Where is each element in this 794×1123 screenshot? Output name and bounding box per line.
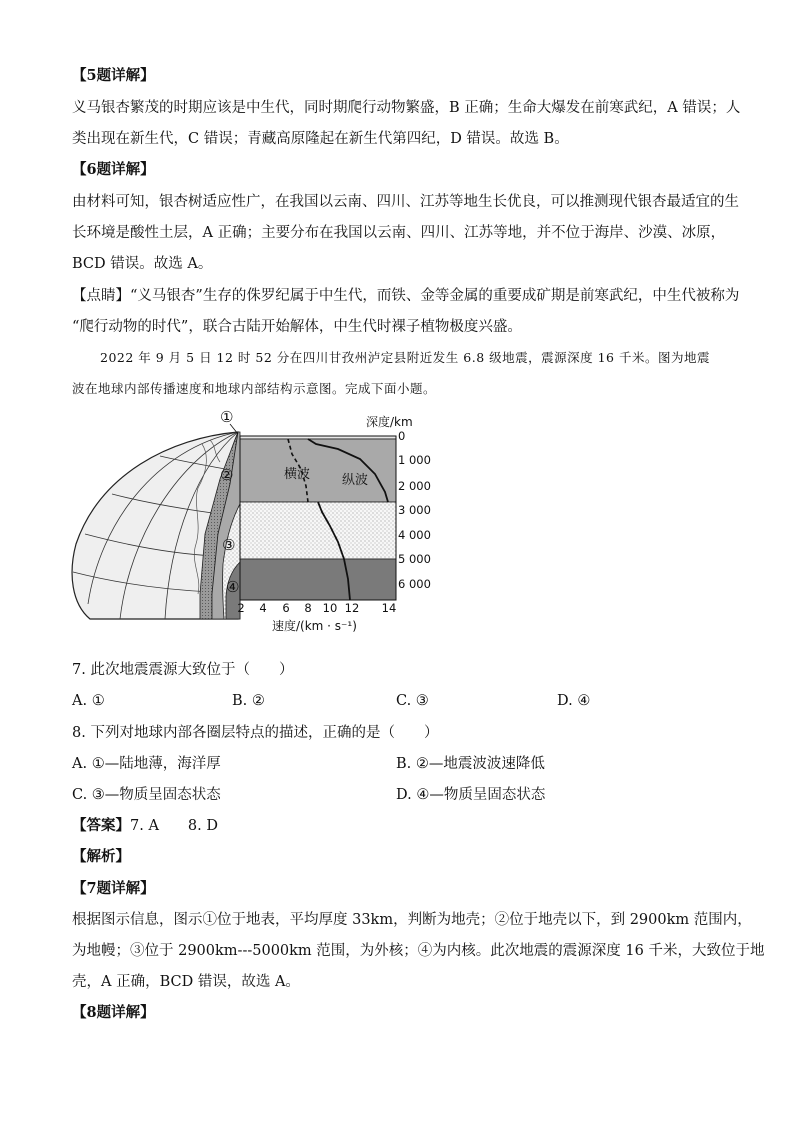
key-point-text-1: 【点睛】“义马银杏”生存的侏罗纪属于中生代，而铁、金等金属的重要成矿期是前寒武纪，中生代被称为 <box>72 288 740 304</box>
s-wave-label: 横波 <box>284 467 311 482</box>
question-7-stem: 7. 此次地震震源大致位于（ ） <box>72 662 294 678</box>
section-6-heading: 【6题详解】 <box>72 161 155 178</box>
q7-option-b: B. ② <box>232 693 265 709</box>
depth-tick: 4 000 <box>398 528 431 542</box>
section-6-text-3: BCD 错误。故选 A。 <box>72 256 213 272</box>
section-7-text-3: 壳，A 正确，BCD 错误，故选 A。 <box>72 974 300 990</box>
section-7-heading: 【7题详解】 <box>72 880 155 897</box>
section-6-text-1: 由材料可知，银杏树适应性广，在我国以云南、四川、江苏等地生长优良，可以推测现代银杏最适宜的生 <box>72 194 739 210</box>
section-8-heading: 【8题详解】 <box>72 1004 155 1021</box>
section-7-text-2: 为地幔；③位于 2900km---5000km 范围，为外核；④为内核。此次地震的震源深度 16 千米，大致位于地 <box>72 943 765 959</box>
analysis-heading: 【解析】 <box>72 848 130 865</box>
speed-tick: 12 <box>344 601 360 615</box>
p-wave-label: 纵波 <box>342 473 369 488</box>
speed-tick: 14 <box>381 601 397 615</box>
answer-label: 【答案】 <box>72 817 130 834</box>
q8-option-c: C. ③—物质呈固态状态 <box>72 787 221 803</box>
q8-option-b: B. ②—地震波波速降低 <box>396 756 545 772</box>
layer-label-4: ④ <box>226 578 240 596</box>
q8-option-d: D. ④—物质呈固态状态 <box>396 787 546 803</box>
speed-axis-title: 速度/(km · s⁻¹) <box>272 619 357 633</box>
depth-tick: 2 000 <box>398 479 431 493</box>
depth-tick: 6 000 <box>398 577 431 591</box>
q8-option-a: A. ①—陆地薄，海洋厚 <box>72 756 221 772</box>
answer-line <box>72 816 218 836</box>
speed-tick: 10 <box>322 601 338 615</box>
answer-text: 7. A 8. D <box>130 818 218 834</box>
section-5-text-1: 义马银杏繁茂的时期应该是中生代，同时期爬行动物繁盛，B 正确；生命大爆发在前寒武纪，A 错误；人 <box>72 100 741 116</box>
section-5-heading: 【5题详解】 <box>72 67 155 84</box>
speed-tick: 6 <box>282 601 290 615</box>
section-5-text-2: 类出现在新生代，C 错误；青藏高原隆起在新生代第四纪，D 错误。故选 B。 <box>72 131 569 147</box>
depth-tick: 3 000 <box>398 503 431 517</box>
question-8-stem: 8. 下列对地球内部各圈层特点的描述，正确的是（ ） <box>72 725 439 741</box>
inner-core-band <box>240 559 396 600</box>
layer-label-1: ① <box>220 408 234 426</box>
depth-tick: 5 000 <box>398 552 431 566</box>
key-point-text-2: “爬行动物的时代”，联合古陆开始解体，中生代时裸子植物极度兴盛。 <box>72 319 522 335</box>
layer-label-3: ③ <box>222 536 236 554</box>
depth-tick: 0 <box>398 429 406 443</box>
question-intro-2: 波在地球内部传播速度和地球内部结构示意图。完成下面小题。 <box>72 381 437 396</box>
q7-option-c: C. ③ <box>396 693 429 709</box>
q7-option-d: D. ④ <box>557 693 591 709</box>
earth-structure-figure <box>60 404 431 636</box>
q7-option-a: A. ① <box>72 693 105 709</box>
depth-tick: 1 000 <box>398 453 431 467</box>
layer-label-2: ② <box>220 466 234 484</box>
outer-core-band <box>240 502 396 559</box>
speed-tick: 2 <box>237 601 245 615</box>
depth-axis-title: 深度/km <box>366 415 413 429</box>
question-intro-1: 2022 年 9 月 5 日 12 时 52 分在四川甘孜州泸定县附近发生 6.8 级地震，震源深度 16 千米。图为地震 <box>100 350 710 365</box>
speed-tick: 8 <box>304 601 312 615</box>
speed-tick: 4 <box>259 601 267 615</box>
section-6-text-2: 长环境是酸性土层，A 正确；主要分布在我国以云南、四川、江苏等地，并不位于海岸、沙漠、冰原， <box>72 225 726 241</box>
section-7-text-1: 根据图示信息，图示①位于地表，平均厚度 33km，判断为地壳；②位于地壳以下，到 2900km 范围内， <box>72 912 752 928</box>
